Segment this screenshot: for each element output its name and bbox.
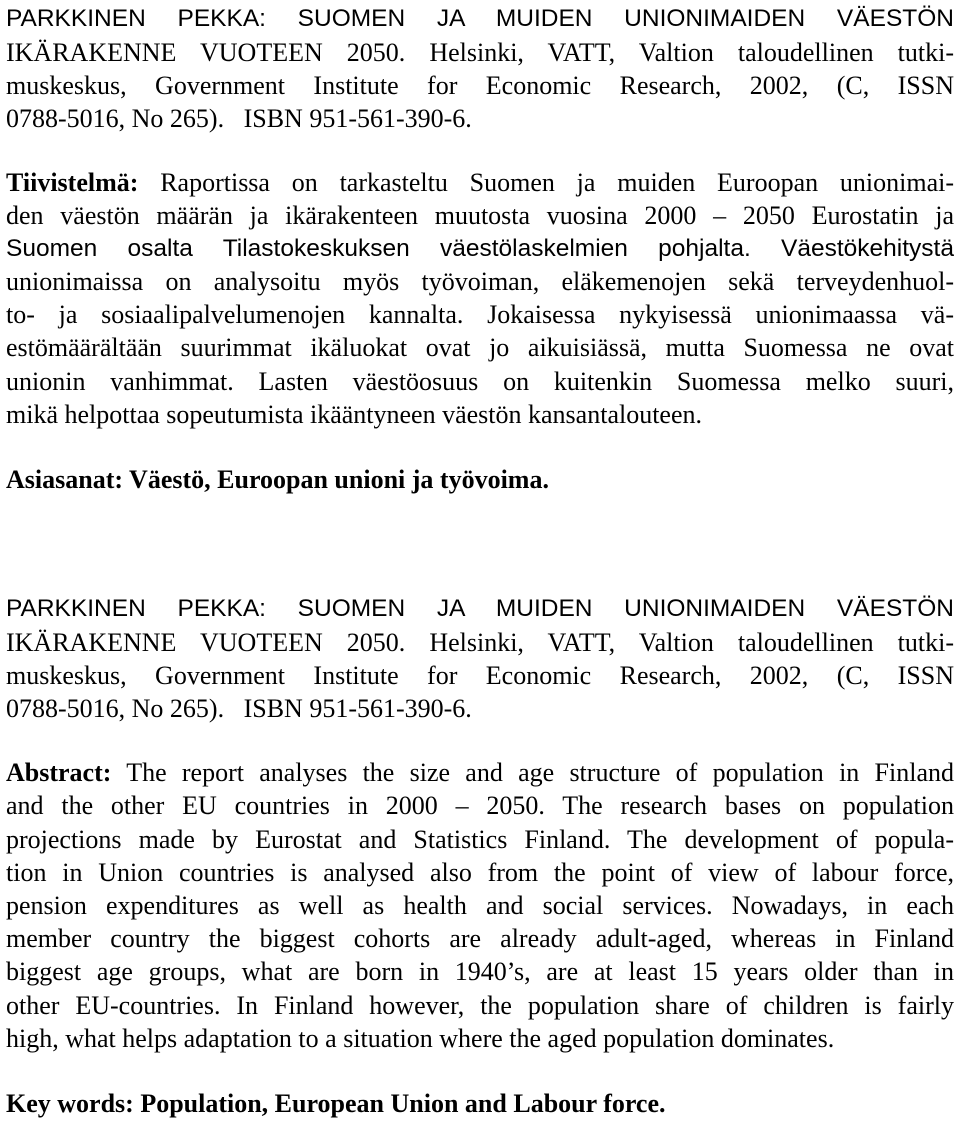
fi-citation-line-3: muskeskus, Government Institute for Economic Research, 2002, (C, ISSN — [6, 71, 954, 100]
en-keywords: Key words: Population, European Union and Labour force. — [6, 1089, 666, 1118]
fi-citation-line-2: IKÄRAKENNE VUOTEEN 2050. Helsinki, VATT, Valtion taloudellinen tutki- — [6, 38, 954, 67]
fi-abstract-text: Raportissa on tarkasteltu Suomen ja muiden Euroopan unionimai- — [138, 168, 954, 197]
en-abstract-text: The report analyses the size and age structure of population in Finland — [111, 758, 954, 787]
en-abstract-label: Abstract: — [6, 758, 112, 787]
fi-abstract-line-4: unionimaissa on analysoitu myös työvoiman, eläkemenojen sekä terveydenhuol- — [6, 267, 954, 296]
fi-citation-line-4: 0788-5016, No 265). ISBN 951-561-390-6. — [6, 104, 472, 133]
fi-citation-line-1: PARKKINEN PEKKA: SUOMEN JA MUIDEN UNIONIMAIDEN VÄESTÖN — [6, 5, 954, 32]
fi-abstract-line-8: mikä helpottaa sopeutumista ikääntyneen väestön kansantalouteen. — [6, 400, 703, 429]
fi-abstract-line-7: unionin vanhimmat. Lasten väestöosuus on kuitenkin Suomessa melko suuri, — [6, 367, 954, 396]
en-citation-line-1: PARKKINEN PEKKA: SUOMEN JA MUIDEN UNIONIMAIDEN VÄESTÖN — [6, 595, 954, 622]
en-abstract-line-5: pension expenditures as well as health and social services. Nowadays, in each — [6, 891, 954, 920]
fi-abstract-line-2: den väestön määrän ja ikärakenteen muutosta vuosina 2000 – 2050 Eurostatin ja — [6, 201, 954, 230]
fi-keywords: Asiasanat: Väestö, Euroopan unioni ja työvoima. — [6, 465, 549, 494]
en-abstract-line-4: tion in Union countries is analysed also from the point of view of labour force, — [6, 858, 954, 887]
fi-abstract-label: Tiivistelmä: — [6, 168, 139, 197]
fi-abstract-line-3: Suomen osalta Tilastokeskuksen väestölaskelmien pohjalta. Väestökehitystä — [6, 235, 954, 262]
en-abstract-line-7: biggest age groups, what are born in 1940’s, are at least 15 years older than in — [6, 957, 954, 986]
en-abstract-line-3: projections made by Eurostat and Statistics Finland. The development of popula- — [6, 825, 954, 854]
fi-abstract-line-5: to- ja sosiaalipalvelumenojen kannalta. Jokaisessa nykyisessä unionimaassa vä- — [6, 300, 954, 329]
en-abstract-line-1 — [6, 756, 954, 790]
en-citation-line-2: IKÄRAKENNE VUOTEEN 2050. Helsinki, VATT, Valtion taloudellinen tutki- — [6, 628, 954, 657]
en-abstract-line-2: and the other EU countries in 2000 – 2050. The research bases on population — [6, 791, 954, 820]
en-citation-line-3: muskeskus, Government Institute for Economic Research, 2002, (C, ISSN — [6, 661, 954, 690]
en-abstract-line-6: member country the biggest cohorts are already adult-aged, whereas in Finland — [6, 924, 954, 953]
fi-abstract-line-1 — [6, 166, 954, 200]
en-abstract-line-8: other EU-countries. In Finland however, the population share of children is fairly — [6, 991, 954, 1020]
en-citation-line-4: 0788-5016, No 265). ISBN 951-561-390-6. — [6, 694, 472, 723]
en-abstract-line-9: high, what helps adaptation to a situation where the aged population dominates. — [6, 1024, 835, 1053]
fi-abstract-line-6: estömäärältään suurimmat ikäluokat ovat jo aikuisiässä, mutta Suomessa ne ovat — [6, 333, 954, 362]
